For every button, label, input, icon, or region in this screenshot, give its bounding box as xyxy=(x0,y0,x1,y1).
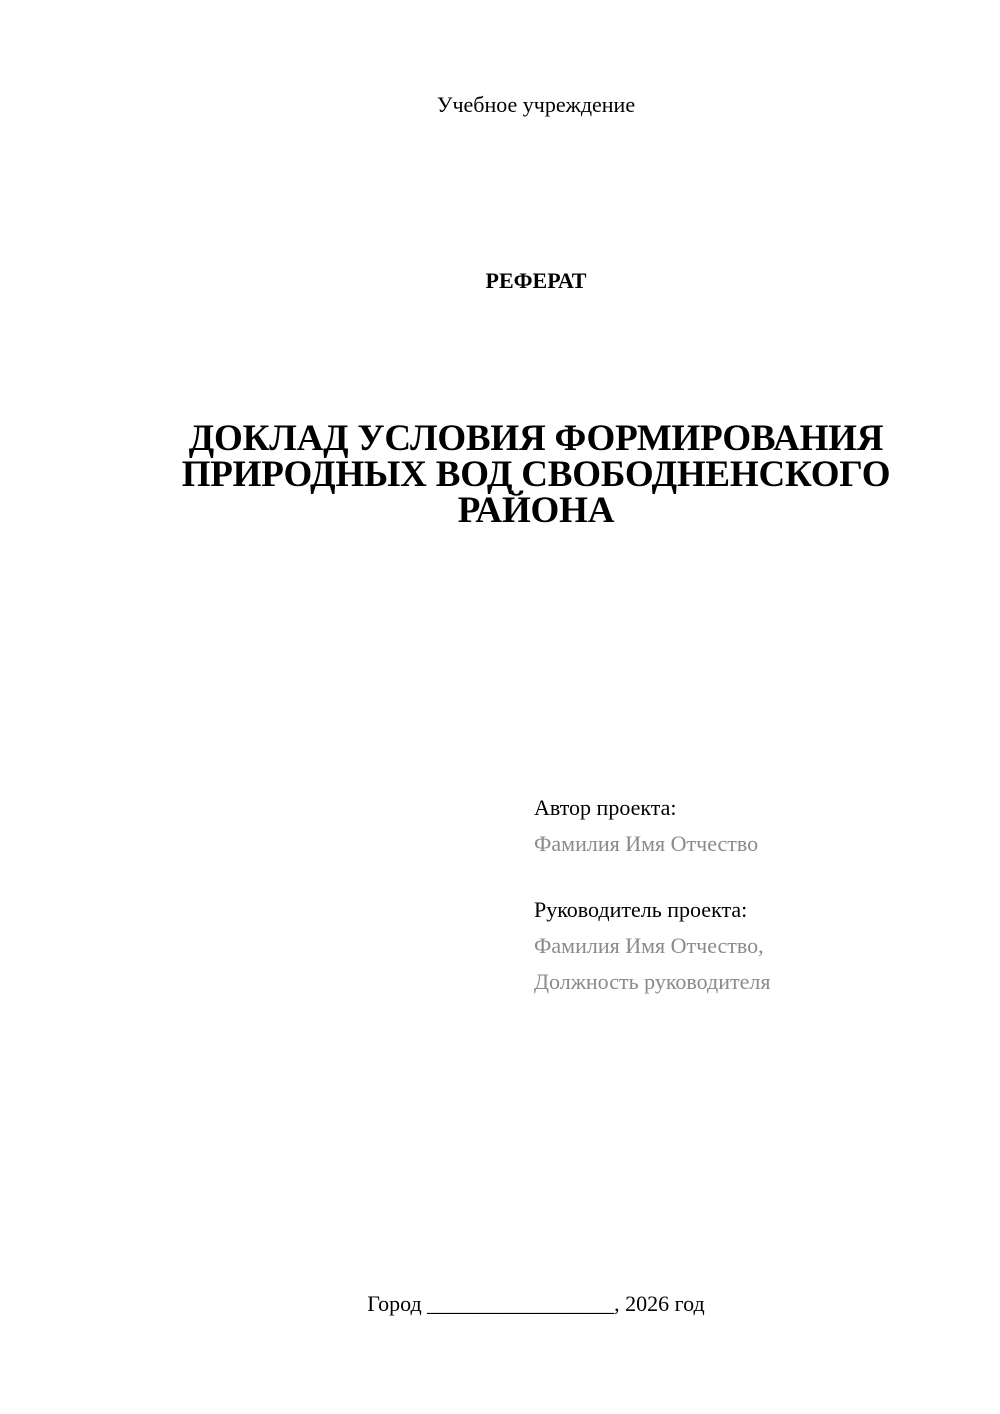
title-line: ПРИРОДНЫХ ВОД СВОБОДНЕНСКОГО xyxy=(181,454,891,495)
document-title xyxy=(150,418,922,531)
spacer xyxy=(534,862,974,892)
author-name: Фамилия Имя Отчество xyxy=(534,831,759,856)
supervisor-position: Должность руководителя xyxy=(534,969,771,994)
supervisor-label: Руководитель проекта: xyxy=(534,897,748,922)
credits-block xyxy=(534,790,974,1000)
title-line: РАЙОНА xyxy=(457,490,615,531)
author-label: Автор проекта: xyxy=(534,795,677,820)
institution-name: Учебное учреждение xyxy=(436,92,636,117)
document-type: РЕФЕРАТ xyxy=(485,268,587,293)
supervisor-name: Фамилия Имя Отчество, xyxy=(534,933,764,958)
title-line: ДОКЛАД УСЛОВИЯ ФОРМИРОВАНИЯ xyxy=(188,418,884,459)
city-year-footer: Город _________________, 2026 год xyxy=(367,1291,705,1316)
